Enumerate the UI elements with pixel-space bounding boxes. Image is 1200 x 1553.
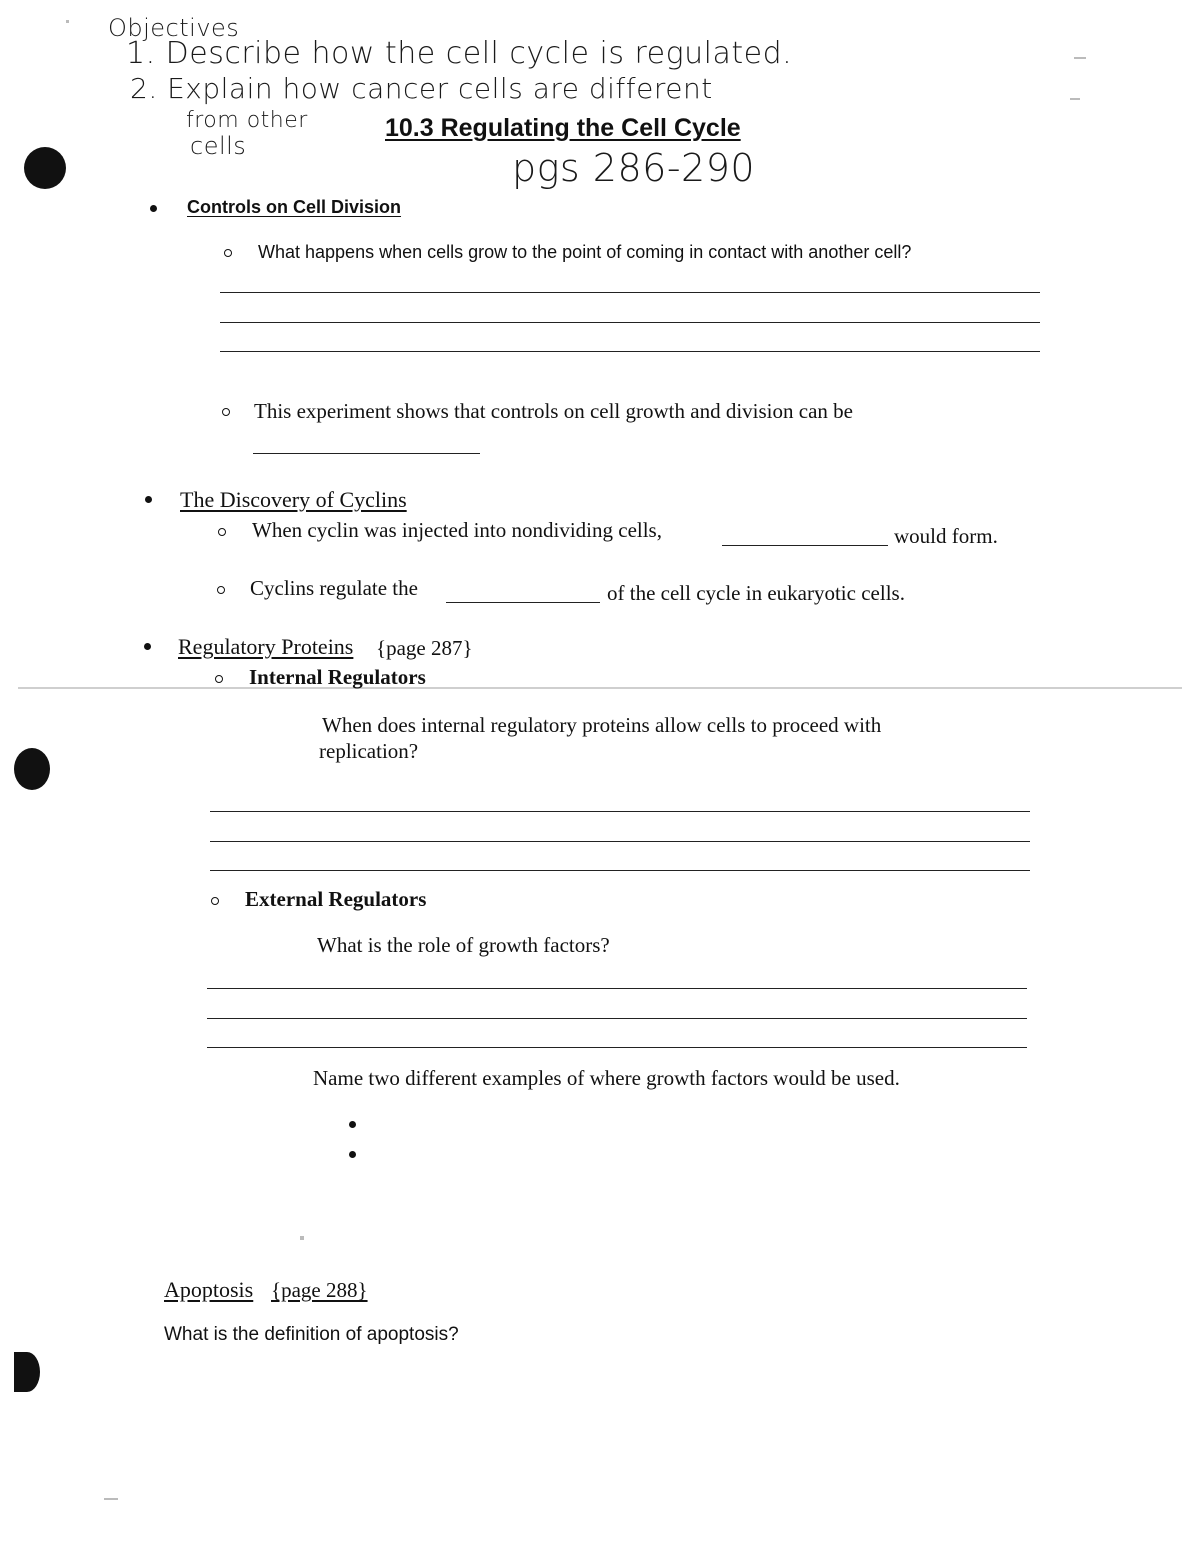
section-heading-regulatory: Regulatory Proteins [178,634,354,659]
question-cyclins-regulate-start: Cyclins regulate the [250,576,418,600]
question-apoptosis: What is the definition of apoptosis? [164,1324,459,1345]
section-page-apoptosis: {page 288} [271,1278,368,1302]
answer-line [253,453,480,454]
hole-punch-middle [14,748,50,790]
answer-line [207,988,1027,989]
answer-blank [446,602,600,603]
answer-blank [722,545,888,546]
answer-line [210,870,1030,871]
page-title: 10.3 Regulating the Cell Cycle [385,114,741,142]
answer-line [207,1047,1027,1048]
section-heading-controls: Controls on Cell Division [187,197,402,217]
example-bullet [349,1151,356,1158]
scan-speck [104,1498,118,1500]
answer-line [220,322,1040,323]
section-heading-cyclins: The Discovery of Cyclins [180,487,407,512]
sub-bullet [224,249,232,257]
sub-bullet [222,408,230,416]
prompt-growth-factor-examples: Name two different examples of where growth factors would be used. [313,1066,900,1090]
subheading-internal-regulators: Internal Regulators [249,665,426,689]
objective-2-continued-2: cells [190,132,247,160]
section-bullet [144,643,151,650]
objective-2-continued: from other [186,108,308,133]
answer-line [207,1018,1027,1019]
question-contact: What happens when cells grow to the point of coming in contact with another cell? [258,242,912,262]
objective-1: 1. Describe how the cell cycle is regulated. [126,36,793,71]
scan-speck [66,20,69,23]
section-bullet [150,205,157,212]
answer-line [210,811,1030,812]
section-page-regulatory: {page 287} [376,636,473,660]
subheading-external-regulators: External Regulators [245,887,427,911]
sub-bullet [217,586,225,594]
hole-punch-top [24,147,66,189]
question-growth-factors: What is the role of growth factors? [317,933,610,957]
objective-2: 2. Explain how cancer cells are different [130,72,713,105]
question-cyclin-injection-end: would form. [894,524,998,548]
sub-bullet [215,675,223,683]
objectives-heading: Objectives [108,14,240,42]
hole-punch-bottom [14,1352,40,1392]
question-cyclin-injection-start: When cyclin was injected into nondividing cells, [252,518,662,542]
scan-speck [1070,98,1080,100]
section-heading-apoptosis: Apoptosis [164,1277,254,1302]
scan-fold-line [18,687,1182,689]
sub-bullet [211,897,219,905]
handwritten-page-range: pgs 286-290 [512,146,756,190]
question-internal-regulators: When does internal regulatory proteins allow cells to proceed with [322,713,882,737]
section-bullet [145,496,152,503]
sub-bullet [218,528,226,536]
scan-speck [1074,57,1086,59]
answer-line [210,841,1030,842]
example-bullet [349,1121,356,1128]
answer-line [220,351,1040,352]
question-cyclins-regulate-end: of the cell cycle in eukaryotic cells. [607,581,905,605]
scan-speck [300,1236,304,1240]
question-experiment: This experiment shows that controls on cell growth and division can be [254,399,853,423]
question-internal-regulators-continued: replication? [319,739,419,763]
answer-line [220,292,1040,293]
